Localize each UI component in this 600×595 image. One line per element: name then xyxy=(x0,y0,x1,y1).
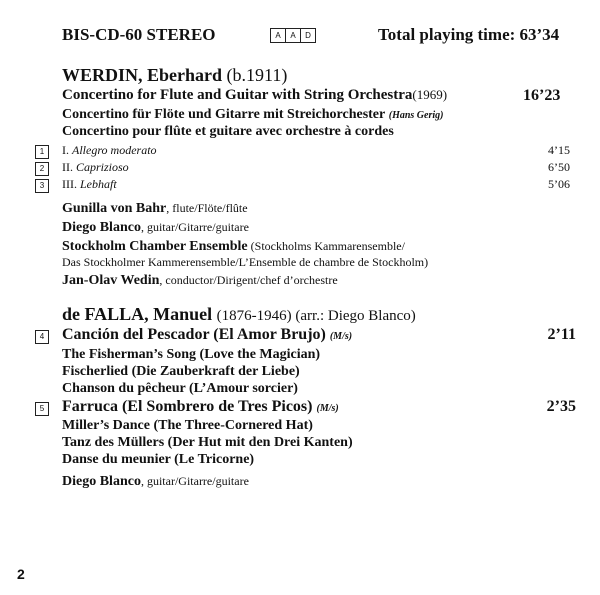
publisher: (Hans Gerig) xyxy=(388,110,444,121)
work-title-en: Concertino for Flute and Guitar with String Orchestra(1969) xyxy=(62,87,448,103)
performer-line xyxy=(62,237,405,255)
work-title-fr: Concertino pour flûte et guitare avec orchestre à cordes xyxy=(62,124,394,139)
performer-name: Diego Blanco xyxy=(62,474,141,489)
work-title-de: Concertino für Flöte und Gitarre mit Streichorchester (Hans Gerig) xyxy=(62,107,444,122)
movement-time: 6’50 xyxy=(548,160,570,174)
aad-badge xyxy=(270,28,316,41)
work-translation: Chanson du pêcheur (L’Amour sorcier) xyxy=(62,381,298,396)
publisher: (M/s) xyxy=(329,331,353,342)
aad-letter: D xyxy=(300,28,316,43)
performer-line xyxy=(62,472,249,490)
performer-role: , guitar/Gitarre/guitare xyxy=(140,220,249,234)
publisher: (M/s) xyxy=(316,403,339,414)
work-duration: 2’11 xyxy=(547,326,576,343)
werdin-heading xyxy=(62,65,287,86)
performer-line xyxy=(62,271,338,289)
total-playing-time: Total playing time: 63’34 xyxy=(378,25,560,44)
work-duration: 16’23 xyxy=(523,87,561,104)
work-duration: 2’35 xyxy=(546,398,576,415)
composer-dates: (b.1911) xyxy=(226,65,288,85)
composer-dates: (1876-1946) (arr.: Diego Blanco) xyxy=(216,308,416,324)
performer-name: Stockholm Chamber Ensemble xyxy=(62,239,248,254)
track-number-box: 3 xyxy=(35,179,49,193)
falla-heading xyxy=(62,304,416,325)
work-translation: The Fisherman’s Song (Love the Magician) xyxy=(62,347,321,362)
movement: I. Allegro moderato xyxy=(62,143,157,157)
performer-line xyxy=(62,199,248,217)
work-translation: Miller’s Dance (The Three-Cornered Hat) xyxy=(62,418,313,433)
work-translation: Fischerlied (Die Zauberkraft der Liebe) xyxy=(62,364,300,379)
aad-letter: A xyxy=(285,28,301,43)
composer-name: WERDIN, Eberhard xyxy=(62,65,223,85)
movement: III. Lebhaft xyxy=(62,177,117,191)
performer-role: , conductor/Dirigent/chef d’orchestre xyxy=(159,273,338,287)
track-number-box: 2 xyxy=(35,162,49,176)
performer-name: Gunilla von Bahr xyxy=(62,201,167,216)
performer-role: (Stockholms Kammarensemble/ xyxy=(247,239,405,253)
track-number-box: 5 xyxy=(35,402,49,416)
performer-role: , flute/Flöte/flûte xyxy=(166,201,248,215)
work-title: Canción del Pescador (El Amor Brujo) (M/s) xyxy=(62,326,353,343)
work-title: Farruca (El Sombrero de Tres Picos) (M/s) xyxy=(62,398,339,415)
aad-letter: A xyxy=(270,28,286,43)
track-number-box: 4 xyxy=(35,330,49,344)
performer-role: , guitar/Gitarre/guitare xyxy=(140,474,249,488)
work-translation: Tanz des Müllers (Der Hut mit den Drei Kanten) xyxy=(62,435,353,450)
track-number-box: 1 xyxy=(35,145,49,159)
performer-name: Diego Blanco xyxy=(62,220,141,235)
composer-name: de FALLA, Manuel xyxy=(62,304,213,324)
performer-name: Jan-Olav Wedin xyxy=(62,273,160,288)
performer-line xyxy=(62,218,249,236)
movement: II. Caprizioso xyxy=(62,160,129,174)
movement-time: 5’06 xyxy=(548,177,570,191)
work-translation: Danse du meunier (Le Tricorne) xyxy=(62,452,255,467)
movement-time: 4’15 xyxy=(548,143,570,157)
catalog-number: BIS-CD-60 STEREO xyxy=(62,25,216,44)
page-number: 2 xyxy=(17,566,25,582)
performer-role-continued: Das Stockholmer Kammerensemble/L’Ensemble de chambre de Stockholm) xyxy=(62,255,429,269)
